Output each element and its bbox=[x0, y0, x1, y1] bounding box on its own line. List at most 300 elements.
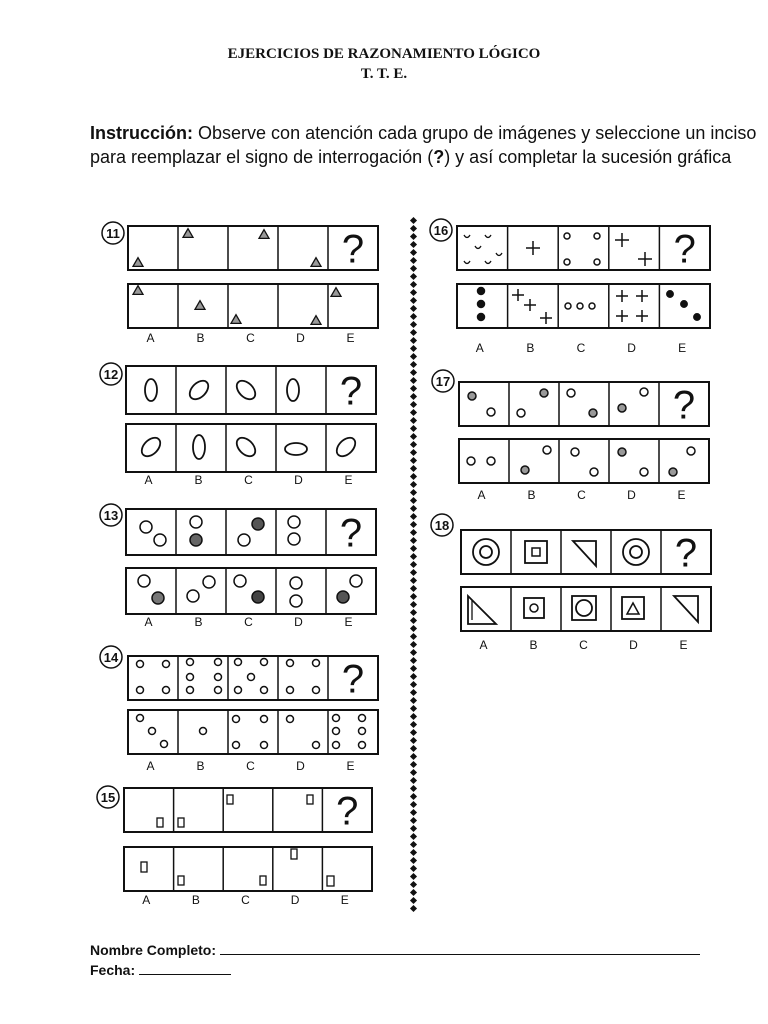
question-mark-icon: ? bbox=[672, 383, 696, 428]
dot-shape bbox=[667, 291, 673, 297]
divider-dot bbox=[410, 889, 417, 896]
exercise-number: 18 bbox=[434, 518, 450, 533]
divider-dot bbox=[410, 705, 417, 712]
dot-shape bbox=[478, 301, 485, 308]
dot-shape bbox=[287, 716, 294, 723]
small-rectangle-shape bbox=[291, 849, 297, 859]
option-label: B bbox=[196, 759, 205, 773]
dot-shape bbox=[200, 728, 207, 735]
divider-dot bbox=[410, 529, 417, 536]
divider-dot bbox=[410, 825, 417, 832]
option-label: C bbox=[241, 893, 250, 907]
circle-shape bbox=[152, 592, 164, 604]
ellipse-shape bbox=[287, 379, 299, 401]
option-label: C bbox=[576, 341, 586, 355]
date-field bbox=[90, 962, 231, 978]
question-mark-icon: ? bbox=[339, 511, 363, 556]
option-label: A bbox=[146, 759, 155, 773]
ellipse-shape bbox=[145, 379, 157, 401]
dot-shape bbox=[521, 466, 529, 474]
circle-shape bbox=[576, 600, 592, 616]
dot-shape bbox=[487, 457, 495, 465]
circle-shape bbox=[290, 595, 302, 607]
exercise-number: 11 bbox=[106, 226, 120, 241]
divider-dot bbox=[410, 657, 417, 664]
divider-dot bbox=[410, 761, 417, 768]
triangle-shape bbox=[331, 288, 341, 297]
circle-shape bbox=[350, 575, 362, 587]
arc-shape bbox=[496, 253, 502, 256]
circle-shape bbox=[530, 604, 538, 612]
arc-shape bbox=[464, 261, 470, 264]
question-mark-icon: ? bbox=[336, 789, 359, 834]
dot-shape bbox=[333, 742, 340, 749]
dot-shape bbox=[594, 233, 600, 239]
option-label: E bbox=[344, 473, 353, 487]
divider-dot bbox=[410, 681, 417, 688]
instruction-symbol: ? bbox=[433, 147, 445, 167]
divider-dot bbox=[410, 249, 417, 256]
option-label: C bbox=[246, 759, 255, 773]
divider-dot bbox=[410, 601, 417, 608]
plus-icon bbox=[526, 241, 540, 255]
arc-shape bbox=[464, 235, 470, 238]
divider-dot bbox=[410, 625, 417, 632]
square-shape bbox=[622, 597, 644, 619]
small-rectangle-shape bbox=[157, 818, 163, 827]
dot-shape bbox=[215, 659, 222, 666]
dot-shape bbox=[215, 674, 222, 681]
triangle-shape bbox=[311, 316, 321, 325]
dot-shape bbox=[640, 388, 648, 396]
divider-dot bbox=[410, 521, 417, 528]
page-title: EJERCICIOS DE RAZONAMIENTO LÓGICO bbox=[227, 46, 541, 62]
small-rectangle-shape bbox=[141, 862, 147, 872]
exercise-number: 16 bbox=[433, 223, 449, 238]
option-label: D bbox=[294, 473, 303, 487]
divider-dot bbox=[410, 609, 417, 616]
divider-dot bbox=[410, 865, 417, 872]
plus-icon bbox=[540, 312, 552, 324]
divider-dot bbox=[410, 233, 417, 240]
question-mark-icon: ? bbox=[674, 531, 698, 576]
divider-dot bbox=[410, 561, 417, 568]
option-label: A bbox=[142, 893, 151, 907]
divider-dot bbox=[410, 377, 417, 384]
circle-shape bbox=[288, 533, 300, 545]
divider-dot bbox=[410, 321, 417, 328]
triangle-shape bbox=[311, 258, 321, 267]
divider-dot bbox=[410, 497, 417, 504]
page-subtitle: T. T. E. bbox=[360, 66, 408, 82]
divider-dot bbox=[410, 409, 417, 416]
dot-shape bbox=[468, 392, 476, 400]
plus-icon bbox=[512, 289, 524, 301]
option-label: A bbox=[144, 615, 153, 629]
triangle-outline-shape bbox=[674, 596, 698, 622]
question-mark-icon: ? bbox=[341, 657, 365, 702]
exercise-number: 15 bbox=[100, 790, 116, 805]
ellipse-shape bbox=[193, 435, 205, 459]
divider-dot bbox=[410, 905, 417, 912]
name-label: Nombre Completo: bbox=[90, 942, 216, 958]
ellipse-shape bbox=[233, 377, 258, 402]
option-label: B bbox=[527, 488, 536, 502]
divider-dot bbox=[410, 753, 417, 760]
divider-dot bbox=[410, 465, 417, 472]
divider-dot bbox=[410, 633, 417, 640]
ring-shape bbox=[630, 546, 642, 558]
divider-dot bbox=[410, 785, 417, 792]
divider-dot bbox=[410, 225, 417, 232]
divider-dot bbox=[410, 745, 417, 752]
dot-shape bbox=[233, 716, 240, 723]
option-label: B bbox=[526, 341, 535, 355]
dot-shape bbox=[287, 687, 294, 694]
divider-dot bbox=[410, 713, 417, 720]
circle-shape bbox=[154, 534, 166, 546]
dot-shape bbox=[564, 233, 570, 239]
divider-dot bbox=[410, 313, 417, 320]
option-label: A bbox=[477, 488, 486, 502]
square-shape bbox=[532, 548, 540, 556]
sequence-row bbox=[128, 226, 378, 270]
divider-dot bbox=[410, 537, 417, 544]
divider-dot bbox=[410, 801, 417, 808]
dot-shape bbox=[571, 448, 579, 456]
dot-shape bbox=[565, 303, 571, 309]
answer-row bbox=[124, 847, 372, 891]
ring-shape bbox=[623, 539, 649, 565]
divider-dot bbox=[410, 281, 417, 288]
divider-dot bbox=[410, 569, 417, 576]
dot-shape bbox=[187, 687, 194, 694]
divider-dot bbox=[410, 457, 417, 464]
divider-dot bbox=[410, 737, 417, 744]
date-label: Fecha: bbox=[90, 962, 136, 978]
exercise-number: 13 bbox=[103, 508, 119, 523]
divider-dot bbox=[410, 417, 417, 424]
divider-dot bbox=[410, 257, 417, 264]
dot-shape bbox=[261, 659, 268, 666]
dot-shape bbox=[215, 687, 222, 694]
plus-icon bbox=[636, 310, 648, 322]
option-label: E bbox=[678, 341, 687, 355]
divider-dot bbox=[410, 449, 417, 456]
dot-shape bbox=[359, 742, 366, 749]
divider-dot bbox=[410, 881, 417, 888]
dot-shape bbox=[313, 742, 320, 749]
date-line[interactable] bbox=[139, 962, 231, 975]
divider-dot bbox=[410, 241, 417, 248]
sequence-row bbox=[459, 382, 709, 426]
small-rectangle-shape bbox=[327, 876, 334, 886]
exercise-number: 12 bbox=[103, 367, 119, 382]
circle-shape bbox=[288, 516, 300, 528]
divider-dot bbox=[410, 369, 417, 376]
circle-shape bbox=[187, 590, 199, 602]
dot-shape bbox=[137, 687, 144, 694]
option-label: C bbox=[246, 331, 255, 345]
arc-shape bbox=[475, 246, 481, 249]
option-label: D bbox=[627, 488, 636, 502]
divider-dot bbox=[410, 425, 417, 432]
divider-dot bbox=[410, 777, 417, 784]
divider-dot bbox=[410, 617, 417, 624]
dot-shape bbox=[233, 742, 240, 749]
plus-icon bbox=[636, 290, 648, 302]
dot-shape bbox=[517, 409, 525, 417]
exercise-number: 14 bbox=[103, 650, 119, 665]
divider-dot bbox=[410, 337, 417, 344]
dot-shape bbox=[594, 259, 600, 265]
option-label: E bbox=[677, 488, 686, 502]
triangle-shape bbox=[183, 229, 193, 238]
dot-shape bbox=[163, 661, 170, 668]
divider-dot bbox=[410, 329, 417, 336]
triangle-shape bbox=[231, 315, 241, 324]
circle-shape bbox=[190, 534, 202, 546]
divider-dot bbox=[410, 809, 417, 816]
arc-shape bbox=[485, 235, 491, 238]
ellipse-shape bbox=[285, 443, 307, 455]
circle-shape bbox=[252, 591, 264, 603]
option-label: C bbox=[577, 488, 586, 502]
divider-dot bbox=[410, 897, 417, 904]
dot-shape bbox=[149, 728, 156, 735]
option-label: B bbox=[194, 473, 203, 487]
sequence-row bbox=[126, 509, 376, 555]
dot-shape bbox=[540, 389, 548, 397]
ellipse-shape bbox=[186, 377, 211, 402]
option-label: E bbox=[679, 638, 688, 652]
divider-dot bbox=[410, 473, 417, 480]
option-label: A bbox=[475, 341, 484, 355]
divider-dot bbox=[410, 393, 417, 400]
plus-icon bbox=[616, 290, 628, 302]
option-label: D bbox=[296, 759, 305, 773]
divider-dot bbox=[410, 305, 417, 312]
option-label: A bbox=[146, 331, 155, 345]
divider-dot bbox=[410, 545, 417, 552]
option-label: A bbox=[479, 638, 488, 652]
divider-dot bbox=[410, 841, 417, 848]
sequence-row bbox=[457, 226, 710, 270]
divider-dot bbox=[410, 729, 417, 736]
dot-shape bbox=[590, 468, 598, 476]
option-label: A bbox=[144, 473, 153, 487]
answer-row bbox=[461, 587, 711, 631]
dot-shape bbox=[467, 457, 475, 465]
plus-icon bbox=[616, 310, 628, 322]
divider-dot bbox=[410, 593, 417, 600]
square-shape bbox=[525, 541, 547, 563]
option-label: D bbox=[627, 341, 636, 355]
option-label: E bbox=[344, 615, 353, 629]
dot-shape bbox=[261, 742, 268, 749]
plus-icon bbox=[524, 299, 536, 311]
divider-dot bbox=[410, 289, 417, 296]
divider-dot bbox=[410, 513, 417, 520]
ring-shape bbox=[473, 539, 499, 565]
small-rectangle-shape bbox=[307, 795, 313, 804]
sequence-row bbox=[124, 788, 372, 832]
dot-shape bbox=[543, 446, 551, 454]
triangle-outline-shape bbox=[573, 541, 596, 566]
divider-dot bbox=[410, 297, 417, 304]
dot-shape bbox=[248, 674, 255, 681]
answer-row bbox=[126, 424, 376, 472]
dot-shape bbox=[669, 468, 677, 476]
divider-dot bbox=[410, 649, 417, 656]
dot-shape bbox=[287, 660, 294, 667]
triangle-outline-shape bbox=[627, 603, 639, 614]
dot-shape bbox=[564, 259, 570, 265]
divider-dot bbox=[410, 697, 417, 704]
dot-shape bbox=[359, 715, 366, 722]
ring-shape bbox=[480, 546, 492, 558]
dot-shape bbox=[567, 389, 575, 397]
divider-dot bbox=[410, 641, 417, 648]
divider-dot bbox=[410, 361, 417, 368]
dot-shape bbox=[261, 687, 268, 694]
dot-shape bbox=[478, 288, 485, 295]
dot-shape bbox=[589, 409, 597, 417]
divider-dot bbox=[410, 441, 417, 448]
dot-shape bbox=[681, 301, 687, 307]
divider-dot bbox=[410, 817, 417, 824]
divider-dot bbox=[410, 793, 417, 800]
dot-shape bbox=[478, 314, 485, 321]
divider-dot bbox=[410, 673, 417, 680]
question-mark-icon: ? bbox=[341, 227, 365, 272]
plus-icon bbox=[615, 233, 629, 247]
dot-shape bbox=[618, 448, 626, 456]
small-rectangle-shape bbox=[260, 876, 266, 885]
divider-dot bbox=[410, 489, 417, 496]
circle-shape bbox=[234, 575, 246, 587]
divider-dot bbox=[410, 273, 417, 280]
option-label: C bbox=[579, 638, 588, 652]
option-label: E bbox=[346, 759, 355, 773]
triangle-shape bbox=[195, 301, 205, 310]
option-label: B bbox=[529, 638, 538, 652]
answer-row bbox=[128, 284, 378, 328]
question-mark-icon: ? bbox=[339, 369, 363, 414]
divider-dot bbox=[410, 689, 417, 696]
divider-dot bbox=[410, 721, 417, 728]
dot-shape bbox=[640, 468, 648, 476]
dot-shape bbox=[137, 715, 144, 722]
circle-shape bbox=[138, 575, 150, 587]
dot-shape bbox=[333, 715, 340, 722]
question-mark-icon: ? bbox=[673, 227, 696, 272]
option-label: B bbox=[196, 331, 205, 345]
divider-dot bbox=[410, 433, 417, 440]
dot-shape bbox=[487, 408, 495, 416]
triangle-shape bbox=[133, 258, 143, 267]
small-rectangle-shape bbox=[178, 818, 184, 827]
circle-shape bbox=[190, 516, 202, 528]
circle-shape bbox=[203, 576, 215, 588]
divider-dot bbox=[410, 873, 417, 880]
name-field bbox=[90, 942, 700, 958]
triangle-shape bbox=[133, 286, 143, 295]
dot-shape bbox=[235, 659, 242, 666]
divider-dot bbox=[410, 769, 417, 776]
option-label: B bbox=[194, 615, 203, 629]
divider-dot bbox=[410, 217, 417, 224]
dot-shape bbox=[589, 303, 595, 309]
instruction-text-after: ) y así completar la sucesión gráfica bbox=[444, 147, 732, 167]
exercise-number: 17 bbox=[435, 374, 451, 389]
divider-dot bbox=[410, 577, 417, 584]
dot-shape bbox=[235, 687, 242, 694]
option-label: E bbox=[346, 331, 355, 345]
dot-shape bbox=[163, 687, 170, 694]
circle-shape bbox=[238, 534, 250, 546]
dot-shape bbox=[313, 660, 320, 667]
instruction-label: Instrucción: bbox=[90, 123, 194, 143]
triangle-shape bbox=[259, 230, 269, 239]
dot-shape bbox=[694, 314, 700, 320]
circle-shape bbox=[252, 518, 264, 530]
option-label: D bbox=[296, 331, 305, 345]
divider-dot bbox=[410, 585, 417, 592]
dot-shape bbox=[333, 728, 340, 735]
dot-shape bbox=[187, 659, 194, 666]
divider-dot bbox=[410, 505, 417, 512]
small-rectangle-shape bbox=[227, 795, 233, 804]
divider-dot bbox=[410, 353, 417, 360]
dot-shape bbox=[187, 674, 194, 681]
ellipse-shape bbox=[233, 434, 258, 459]
circle-shape bbox=[290, 577, 302, 589]
dot-shape bbox=[313, 687, 320, 694]
square-shape bbox=[524, 598, 544, 618]
option-label: E bbox=[340, 893, 349, 907]
arc-shape bbox=[485, 261, 491, 264]
divider-dot bbox=[410, 833, 417, 840]
dot-shape bbox=[137, 661, 144, 668]
option-label: D bbox=[294, 615, 303, 629]
divider-dot bbox=[410, 265, 417, 272]
dot-shape bbox=[359, 728, 366, 735]
answer-row bbox=[126, 568, 376, 614]
option-label: C bbox=[244, 615, 253, 629]
divider-dot bbox=[410, 849, 417, 856]
divider-dot bbox=[410, 481, 417, 488]
divider-dot bbox=[410, 553, 417, 560]
option-label: D bbox=[290, 893, 300, 907]
dot-shape bbox=[261, 716, 268, 723]
dot-shape bbox=[687, 447, 695, 455]
ellipse-shape bbox=[333, 434, 358, 459]
divider-dot bbox=[410, 385, 417, 392]
sequence-row bbox=[126, 366, 376, 414]
divider-dot bbox=[410, 345, 417, 352]
instruction-text-before: Observe con atención cada grupo de imágenes y seleccione un inciso para reemplazar el signo de interrogación ( bbox=[90, 123, 757, 167]
ellipse-shape bbox=[138, 434, 163, 459]
small-rectangle-shape bbox=[178, 876, 184, 885]
divider-dot bbox=[410, 401, 417, 408]
option-label: C bbox=[244, 473, 253, 487]
option-label: B bbox=[191, 893, 200, 907]
dot-shape bbox=[618, 404, 626, 412]
name-line[interactable] bbox=[220, 942, 700, 955]
circle-shape bbox=[140, 521, 152, 533]
option-label: D bbox=[629, 638, 638, 652]
